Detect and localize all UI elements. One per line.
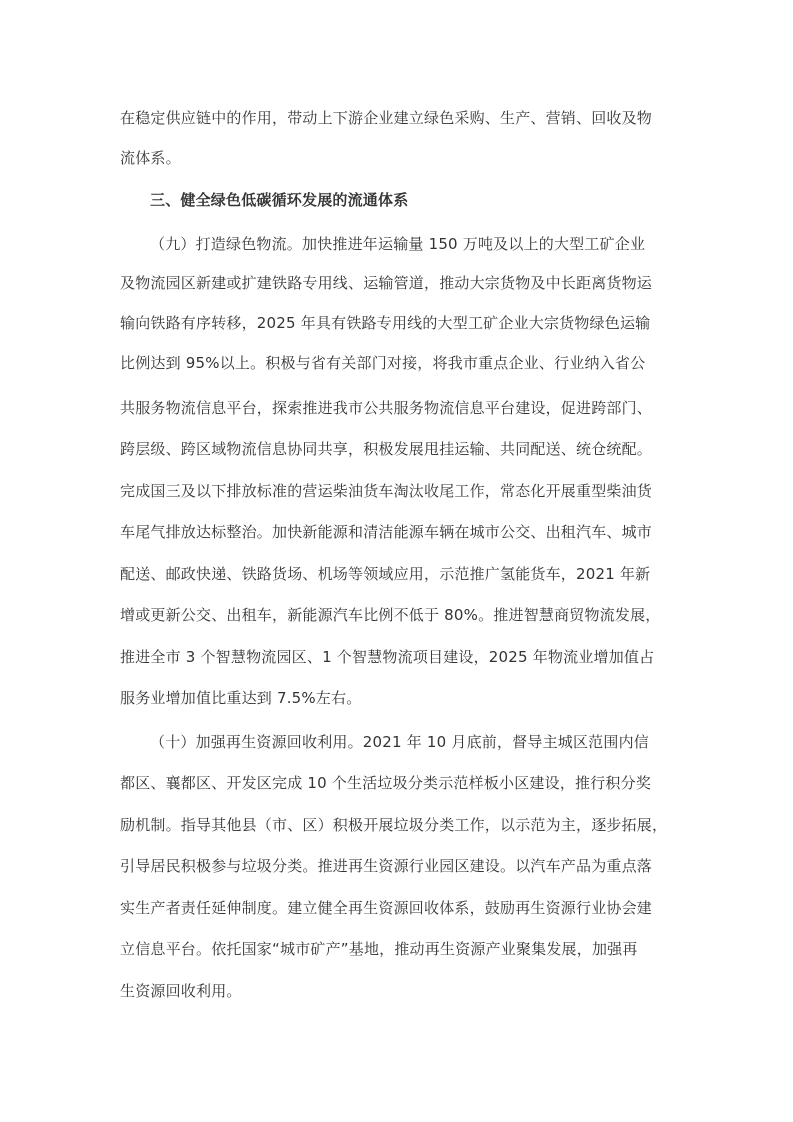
body-text-line: 车尾气排放达标整治。加快新能源和清洁能源车辆在城市公交、出租汽车、城市 (120, 523, 653, 541)
body-text-line: 励机制。指导其他县（市、区）积极开展垃圾分类工作，以示范为主，逐步拓展， (120, 816, 668, 834)
body-text-line: 流体系。 (120, 149, 181, 167)
body-text-line: 在稳定供应链中的作用，带动上下游企业建立绿色采购、生产、营销、回收及物 (120, 109, 653, 127)
body-text-line: 完成国三及以下排放标准的营运柴油货车淘汰收尾工作，常态化开展重型柴油货 (120, 482, 653, 500)
body-text-line: 推进全市 3 个智慧物流园区、1 个智慧物流项目建设，2025 年物流业增加值占 (120, 648, 655, 666)
body-text-line: 共服务物流信息平台，探索推进我市公共服务物流信息平台建设，促进跨部门、 (120, 399, 653, 417)
body-text-line: 增或更新公交、出租车，新能源汽车比例不低于 80%。推进智慧商贸物流发展， (120, 606, 661, 624)
body-text-line: 立信息平台。依托国家“城市矿产”基地，推动再生资源产业聚集发展，加强再 (120, 940, 638, 958)
paragraph-first-line: （十）加强再生资源回收利用。2021 年 10 月底前，督导主城区范围内信 (150, 733, 649, 751)
body-text-line: 生资源回收利用。 (120, 982, 242, 1000)
body-text-line: 引导居民积极参与垃圾分类。推进再生资源行业园区建设。以汽车产品为重点落 (120, 857, 653, 875)
body-text-line: 比例达到 95%以上。积极与省有关部门对接，将我市重点企业、行业纳入省公 (120, 354, 646, 372)
body-text-line: 服务业增加值比重达到 7.5%左右。 (120, 689, 362, 707)
paragraph-first-line: （九）打造绿色物流。加快推进年运输量 150 万吨及以上的大型工矿企业 (150, 235, 646, 253)
body-text-line: 都区、襄都区、开发区完成 10 个生活垃圾分类示范样板小区建设，推行积分奖 (120, 774, 652, 792)
body-text-line: 输向铁路有序转移，2025 年具有铁路专用线的大型工矿企业大宗货物绿色运输 (120, 314, 651, 332)
section-heading: 三、健全绿色低碳循环发展的流通体系 (150, 191, 409, 209)
body-text-line: 实生产者责任延伸制度。建立健全再生资源回收体系，鼓励再生资源行业协会建 (120, 899, 653, 917)
body-text-line: 跨层级、跨区域物流信息协同共享，积极发展甩挂运输、共同配送、统仓统配。 (120, 440, 653, 458)
body-text-line: 及物流园区新建或扩建铁路专用线、运输管道，推动大宗货物及中长距离货物运 (120, 274, 653, 292)
body-text-line: 配送、邮政快递、铁路货场、机场等领域应用，示范推广氢能货车，2021 年新 (120, 565, 651, 583)
